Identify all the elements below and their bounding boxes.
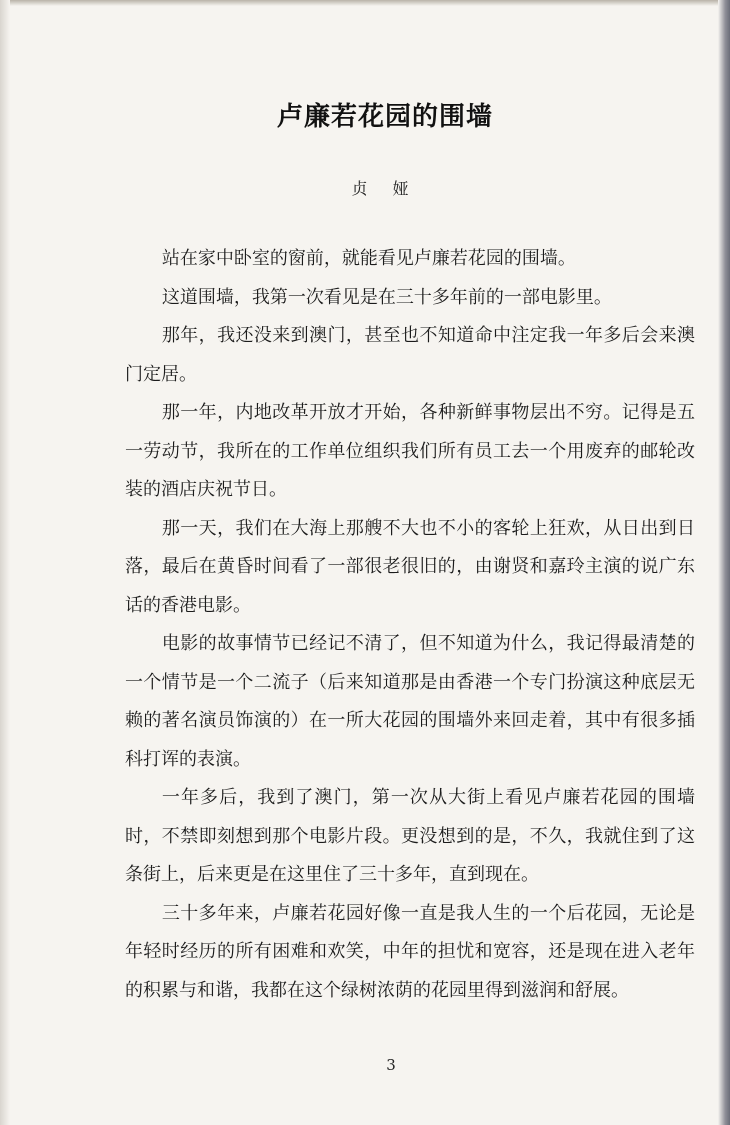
paragraph: 站在家中卧室的窗前，就能看见卢廉若花园的围墙。: [161, 248, 576, 269]
author-name: 贞 娅: [351, 179, 419, 198]
paragraph: 三十多年来，卢廉若花园好像一直是我人生的一个后花园，无论是年轻时经历的所有困难和欢笑，中年的担忧和宽容，还是现在进入老年的积累与和谐，我都在这个绿树浓荫的花园里得到滋润和舒展。: [125, 902, 695, 1001]
paragraph: 那一天，我们在大海上那艘不大也不小的客轮上狂欢，从日出到日落，最后在黄昏时间看了一部很老很旧的，由谢贤和嘉玲主演的说广东话的香港电影。: [125, 517, 695, 616]
page-left-edge: [0, 0, 10, 1125]
page-top-edge: [0, 0, 730, 6]
paragraph: 这道围墙，我第一次看见是在三十多年前的一部电影里。: [161, 286, 612, 308]
paragraph: 一年多后，我到了澳门，第一次从大街上看见卢廉若花园的围墙时，不禁即刻想到那个电影片段。更没想到的是，不久，我就住到了这条街上，后来更是在这里住了三十多年，直到现在。: [125, 787, 695, 885]
page-right-edge: [718, 0, 730, 1125]
paragraph: 那年，我还没来到澳门，甚至也不知道命中注定我一年多后会来澳门定居。: [125, 325, 695, 385]
chapter-title: 卢廉若花园的围墙: [276, 102, 493, 132]
body-text: [125, 240, 695, 1010]
paragraph: 电影的故事情节已经记不清了，但不知道为什么，我记得最清楚的一个情节是一个二流子（后来知道那是由香港一个专门扮演这种底层无赖的著名演员饰演的）在一所大花园的围墙外来回走着，其中有很多插科打诨的表演。: [125, 633, 695, 770]
paragraph: 那一年，内地改革开放才开始，各种新鲜事物层出不穷。记得是五一劳动节，我所在的工作单位组织我们所有员工去一个用废弃的邮轮改装的酒店庆祝节日。: [125, 402, 695, 500]
page-number: 3: [386, 1056, 396, 1074]
